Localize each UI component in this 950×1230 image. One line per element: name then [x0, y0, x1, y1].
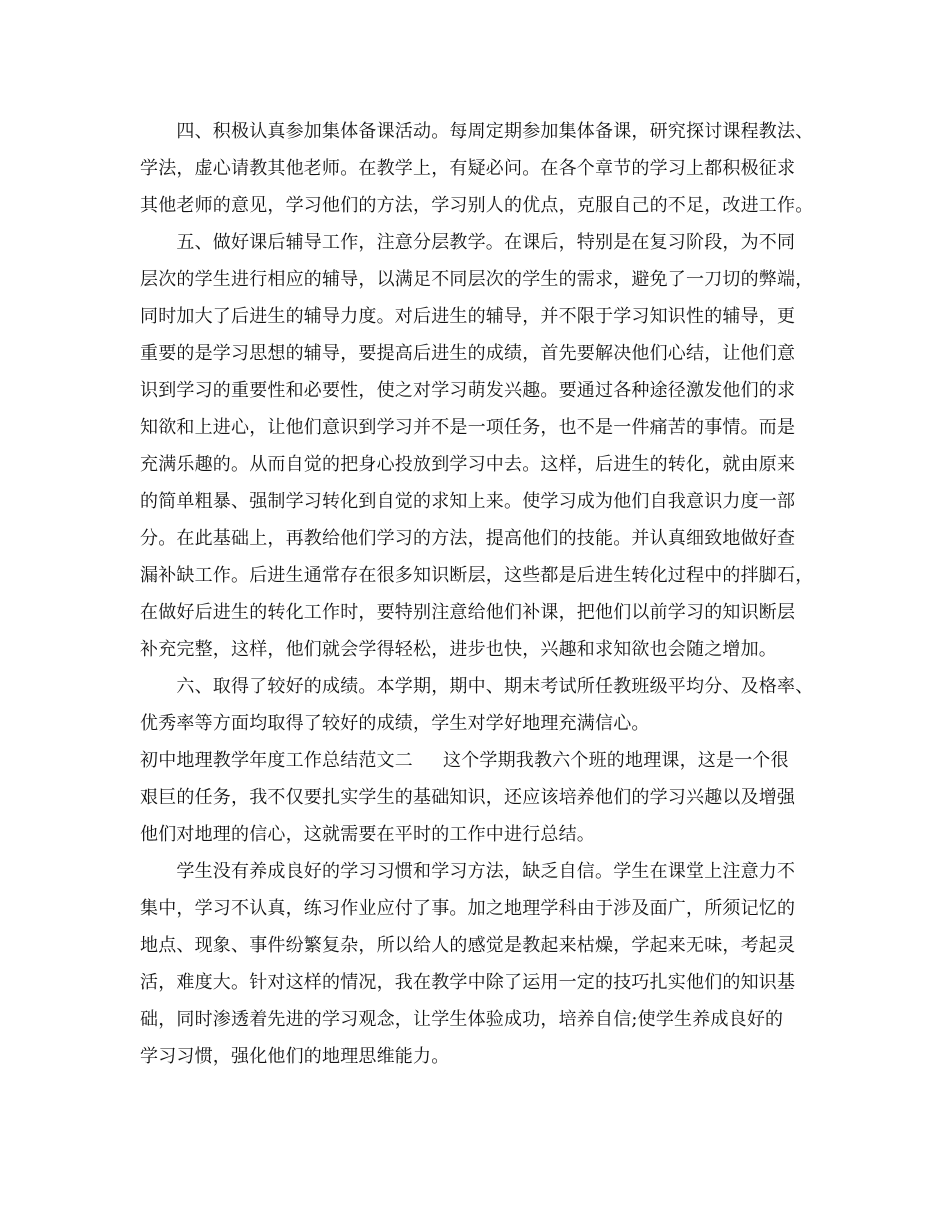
text-line: 学法，虚心请教其他老师。在教学上，有疑必问。在各个章节的学习上都积极征求 [140, 158, 796, 179]
text-line: 重要的是学习思想的辅导，要提高后进生的成绩，首先要解决他们心结，让他们意 [140, 343, 796, 364]
text-line: 漏补缺工作。后进生通常存在很多知识断层，这些都是后进生转化过程中的拌脚石， [140, 565, 814, 586]
text-line: 在做好后进生的转化工作时，要特别注意给他们补课，把他们以前学习的知识断层 [140, 602, 796, 623]
text-line: 集中，学习不认真，练习作业应付了事。加之地理学科由于涉及面广，所须记忆的 [140, 898, 796, 919]
text-line [140, 749, 830, 773]
text-line: 同时加大了后进生的辅导力度。对后进生的辅导，并不限于学习知识性的辅导，更 [140, 306, 796, 327]
text-line: 的简单粗暴、强制学习转化到自觉的求知上来。使学习成为他们自我意识力度一部 [140, 491, 796, 512]
text-line: 其他老师的意见，学习他们的方法，学习别人的优点，克服自己的不足，改进工作。 [140, 195, 814, 216]
text-line: 六、取得了较好的成绩。本学期，期中、期末考试所任教班级平均分、及格率、 [140, 676, 814, 697]
text-line: 艰巨的任务，我不仅要扎实学生的基础知识，还应该培养他们的学习兴趣以及增强 [140, 787, 796, 808]
text-line: 四、积极认真参加集体备课活动。每周定期参加集体备课，研究探讨课程教法、 [140, 121, 814, 142]
text-line: 五、做好课后辅导工作，注意分层教学。在课后，特别是在复习阶段，为不同 [140, 232, 796, 253]
text-line: 学生没有养成良好的学习习惯和学习方法，缺乏自信。学生在课堂上注意力不 [140, 861, 796, 882]
text-line: 知欲和上进心，让他们意识到学习并不是一项任务，也不是一件痛苦的事情。而是 [140, 417, 796, 438]
text-line: 分。在此基础上，再教给他们学习的方法，提高他们的技能。并认真细致地做好查 [140, 528, 796, 549]
text-line: 识到学习的重要性和必要性，使之对学习萌发兴趣。要通过各种途径激发他们的求 [140, 380, 796, 401]
text-line: 础，同时渗透着先进的学习观念，让学生体验成功，培养自信;使学生养成良好的 [140, 1009, 784, 1030]
section-heading: 初中地理教学年度工作总结范文二 [140, 750, 413, 771]
text-line: 活，难度大。针对这样的情况，我在教学中除了运用一定的技巧扎实他们的知识基 [140, 972, 796, 993]
text-line: 优秀率等方面均取得了较好的成绩，学生对学好地理充满信心。 [140, 713, 650, 734]
text-line: 层次的学生进行相应的辅导，以满足不同层次的学生的需求，避免了一刀切的弊端， [140, 269, 814, 290]
text-line: 学习习惯，强化他们的地理思维能力。 [140, 1046, 450, 1067]
text-run: 这个学期我教六个班的地理课，这是一个很 [443, 750, 789, 771]
text-line: 他们对地理的信心，这就需要在平时的工作中进行总结。 [140, 824, 595, 845]
text-line: 地点、现象、事件纷繁复杂，所以给人的感觉是教起来枯燥，学起来无味，考起灵 [140, 935, 796, 956]
text-line: 充满乐趣的。从而自觉的把身心投放到学习中去。这样，后进生的转化，就由原来 [140, 454, 796, 475]
text-line: 补充完整，这样，他们就会学得轻松，进步也快，兴趣和求知欲也会随之增加。 [140, 639, 777, 660]
